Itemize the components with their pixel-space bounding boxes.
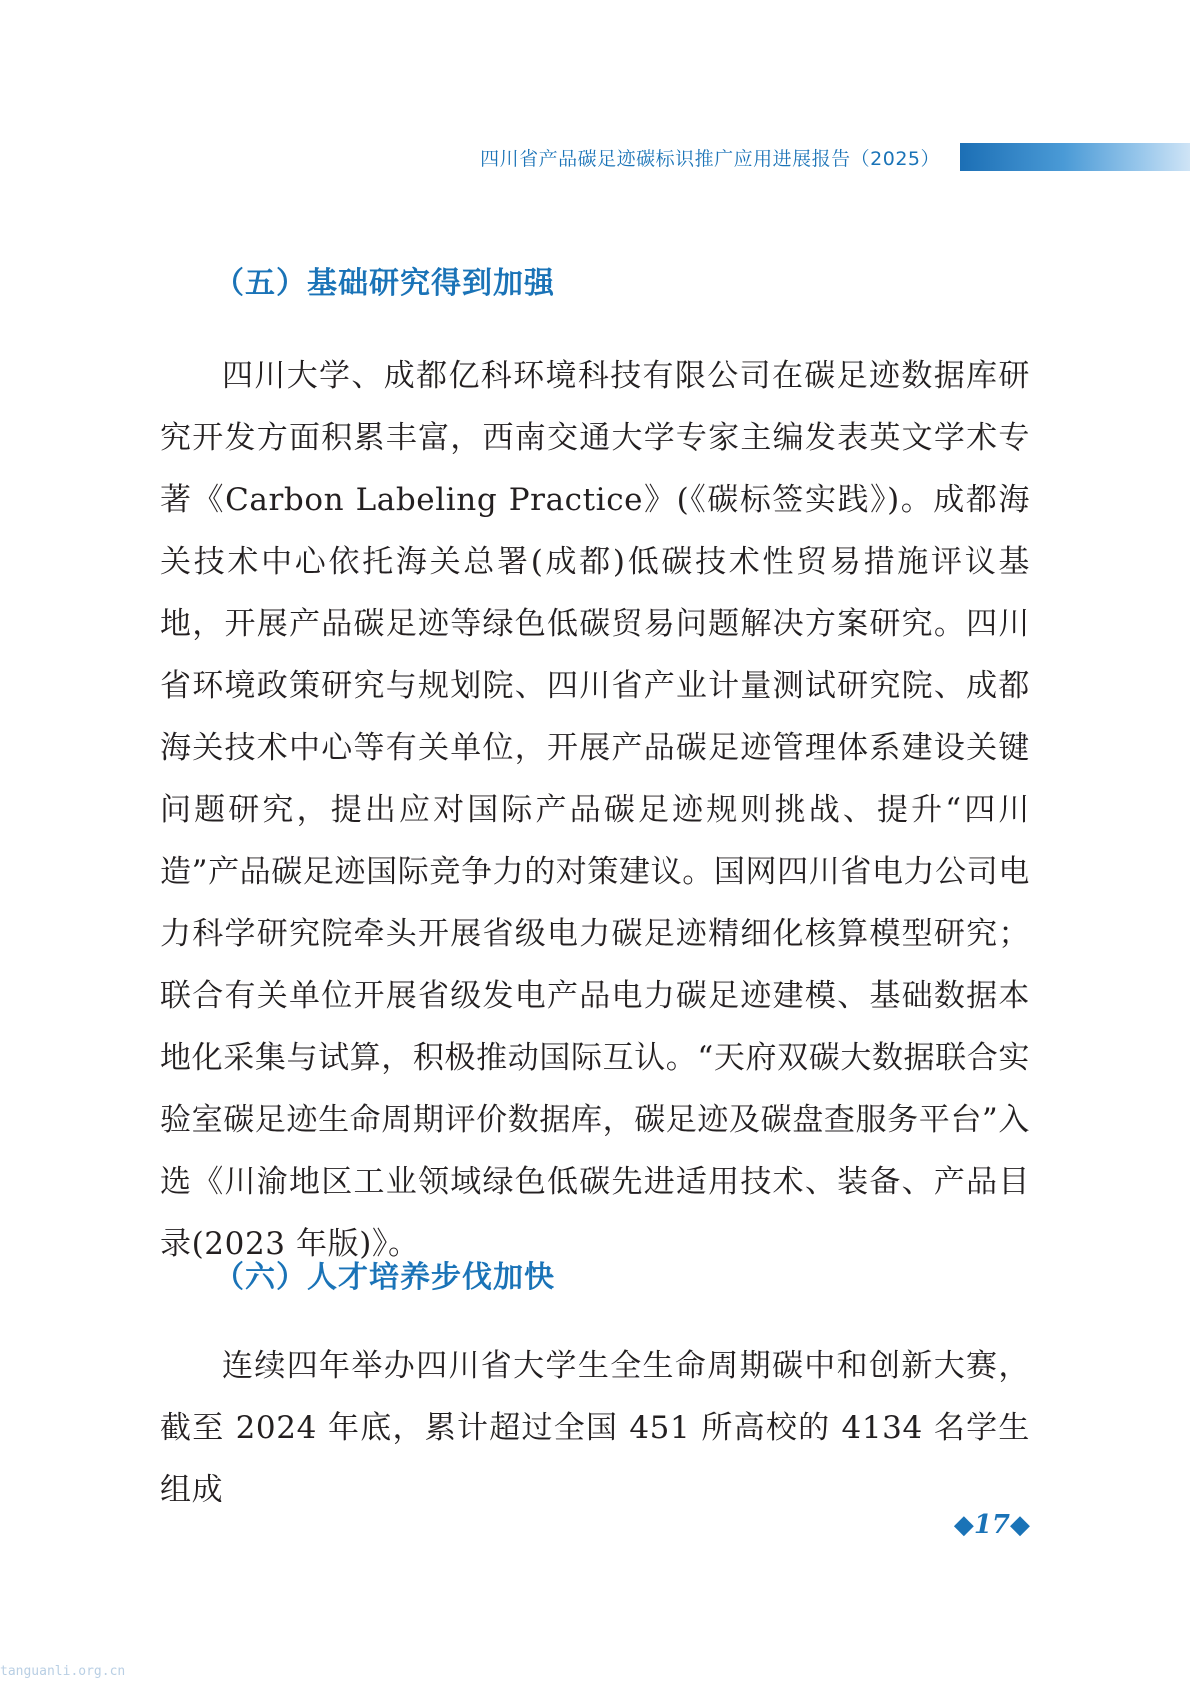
page-number: ◆17◆ [953,1510,1030,1540]
section-heading-5: （五）基础研究得到加强 [214,266,555,301]
running-header-title: 四川省产品碳足迹碳标识推广应用进展报告（2025） [480,148,940,170]
header-accent-bar [960,143,1190,171]
section-heading-6: （六）人才培养步伐加快 [214,1260,555,1295]
watermark: tanguanli.org.cn [0,1664,126,1679]
section-6-paragraph: 连续四年举办四川省大学生全生命周期碳中和创新大赛，截至 2024 年底，累计超过全国 451 所高校的 4134 名学生组成 [160,1348,1030,1508]
section-5-paragraph: 四川大学、成都亿科环境科技有限公司在碳足迹数据库研究开发方面积累丰富，西南交通大学专家主编发表英文学术专著《Carbon Labeling Practice》(《碳标签实践》)。成都海关技术中心依托海关总署(成都)低碳技术性贸易措施评议基地，开展产品碳足迹等绿色低碳贸易问题解决方案研究。四川省环境政策研究与规划院、四川省产业计量测试研究院、成都海关技术中心等有关单位，开展产品碳足迹管理体系建设关键问题研究，提出应对国际产品碳足迹规则挑战、提升“四川造”产品碳足迹国际竞争力的对策建议。国网四川省电力公司电力科学研究院牵头开展省级电力碳足迹精细化核算模型研究；联合有关单位开展省级发电产品电力碳足迹建模、基础数据本地化采集与试算，积极推动国际互认。“天府双碳大数据联合实验室碳足迹生命周期评价数据库，碳足迹及碳盘查服务平台”入选《川渝地区工业领域绿色低碳先进适用技术、装备、产品目录(2023 年版)》。 [160,358,1030,1262]
